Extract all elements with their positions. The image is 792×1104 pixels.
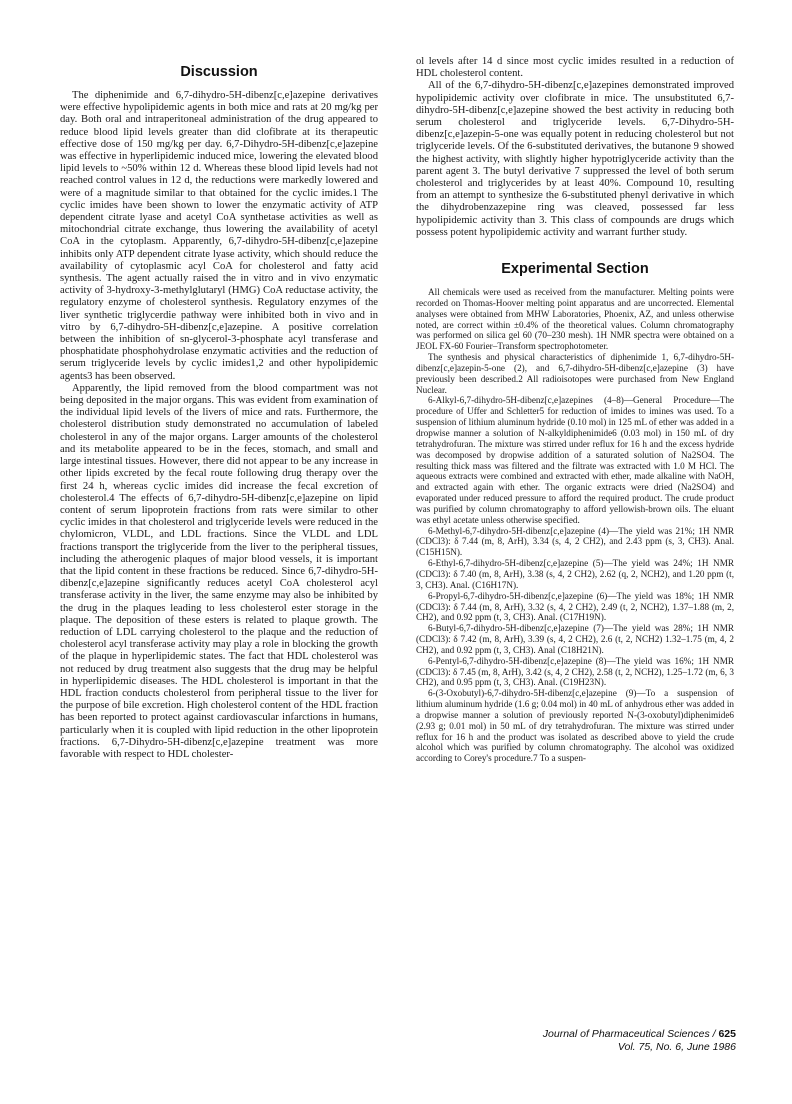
compound-5-entry: 6-Ethyl-6,7-dihydro-5H-dibenz[c,e]azepine (5)—The yield was 24%; 1H NMR (CDCl3): δ 7.40 (m, 8, ArH), 3.38 (s, 4, 2 CH2), 2.62 (q, 2, NCH2), and 1.20 ppm (t, 3, CH3). Anal. (C16H17N). xyxy=(416,558,734,590)
page-number: 625 xyxy=(718,1028,736,1040)
discussion-paragraph-1: The diphenimide and 6,7-dihydro-5H-dibenz[c,e]azepine derivatives were effective hypolipidemic agents in both mice and rats at 20 mg/kg per day. Both oral and intraperitoneal administration of the drug appeared to reduce blood lipid levels greater than did clofibrate at its therapeutic effective dose of 150 mg/kg per day. 6,7-Dihydro-5H-dibenz[c,e]azepine was effective in hyperlipidemic induced mice, lowering the elevated blood lipid levels to ~50% within 12 d. Whereas these blood lipid levels had not reached control values in 12 d, the reductions were markedly lowered and were of a magnitude similar to that obtained for the cyclic imides.1 The cyclic imides have been shown to lower the enzymatic activity of ATP dependent citrate lyase and acetyl CoA synthetase activities as well as mitochondrial citrate exchange, thus lowering the availability of acetyl CoA in the cytoplasm. Apparently, 6,7-dihydro-5H-dibenz[c,e]azepine inhibits only ATP dependent citrate lyase activity, which should reduce the availability of cytoplasmic acyl CoA for cholesterol and fatty acid synthesis. The agent actually raised the in vitro and in vivo enzymatic activity of 3-hydroxy-3-methylglutaryl (HMG) CoA reductase activity, the regulatory enzyme of cholesterol synthesis. Regulatory enzymes of the liver synthetic triglycerdie pathway were inhibited both in vivo and in vitro by 6,7-dihydro-5H-dibenz[c,e]azepine. A positive correlation between the inhibition of sn-glycerol-3-phosphate acyl transferase and phosphatidate phosphohydrolase enzymatic activities and the reduction of serum triglyceride levels by cyclic imides1,2 and other hypolipidemic agents3 has been observed. xyxy=(60,90,378,382)
discussion-heading: Discussion xyxy=(180,64,258,80)
discussion-paragraph-2: Apparently, the lipid removed from the blood compartment was not being deposited in the major organs. This was evident from examination of the individual lipid levels of the livers of mice and rats. Furthermore, the cholesterol distribution study demonstrated no accumulation of labeled cholesterol in any of the major organs. Larger amounts of the cholesterol and its metabolite appeared to be in the feces, stomach, and small and large intestinal tissues. However, there did not appear to be any increase in other lipids excreted by the fecal route following drug therapy over the first 24 h, whereas cyclic imides did increase the fecal excretion of cholesterol.4 The effects of 6,7-dihydro-5H-dibenz[c,e]azepine on lipid content of serum lipoprotein fractions from rats were similar to other cyclic imides in that cholesterol and triglyceride levels were reduced in the chylomicron, VLDL, and LDL fractions. Since the VLDL and LDL fractions transport the triglyceride from the liver to the peripheral tissues, including the atherogenic plaques of major blood vessels, it is important that the lipid content in these fractions be reduced. Since 6,7-dihydro-5H-dibenz[c,e]azepine significantly reduces acetyl CoA cholesterol acyl transferase activity in the liver, the same enzyme may also be inhibited by the drug in the plaques leading to less cholesterol ester storage in the plaque. The deposition of these esters is related to plaque growth. The reduction of LDL carrying cholesterol to the plaque and the reduction of cholesterol acyl transferase activity may play a role in blocking the growth of the plaque in hyperlipidemic states. The fact that HDL cholesterol was not reduced by drug treatment also suggests that the drug may be helpful in hyperlipidemic diseases. The HDL cholesterol is important in that the HDL fraction conducts cholesterol from peripheral tissue to the liver for the purpose of bile excretion. High cholesterol content of the HDL fraction has been reported to protect against cardiovascular infarctions in humans, particularly when it is coupled with lipid reduction in the other lipoprotein fractions. 6,7-Dihydro-5H-dibenz[c,e]azepine treatment was more favorable with respect to HDL cholester- xyxy=(60,382,378,760)
volume-line: Vol. 75, No. 6, June 1986 xyxy=(617,1041,736,1053)
section-spacer xyxy=(416,239,734,253)
right-column xyxy=(416,56,734,764)
compound-8-entry: 6-Pentyl-6,7-dihydro-5H-dibenz[c,e]azepine (8)—The yield was 16%; 1H NMR (CDCl3): δ 7.45 (m, 8, ArH), 3.42 (s, 4, 2 CH2), 2.58 (t, 2, NCH2), 1.25–1.72 (m, 6, 3 CH2), and 0.95 ppm (t, 3, CH3). Anal. (C19H23N). xyxy=(416,655,734,688)
experimental-paragraph-general: All chemicals were used as received from the manufacturer. Melting points were recorded on Thomas-Hoover melting point apparatus and are uncorrected. Elemental analyses were obtained from MHW Laboratories, Phoenix, AZ, and unless otherwise noted, are correct within ±0.4% of the theoretical values. Column chromatography was performed on silica gel 60 (70–230 mesh). 1H NMR spectra were obtained on a JEOL FX-60 Fourier–Transform spectrophotometer. xyxy=(416,287,734,352)
compound-6-entry: 6-Propyl-6,7-dihydro-5H-dibenz[c,e]azepine (6)—The yield was 18%; 1H NMR (CDCl3): δ 7.44 (m, 8, ArH), 3.32 (s, 4, 2 CH2), 2.49 (t, 2, NCH2), 1.37–1.88 (m, 2, CH2), and 0.92 ppm (t, 3, CH3). Anal. (C17H19N). xyxy=(416,590,734,623)
journal-line xyxy=(543,1028,736,1041)
discussion-continuation: ol levels after 14 d since most cyclic imides resulted in a reduction of HDL cholesterol content. xyxy=(416,56,734,80)
page-footer xyxy=(543,1028,736,1054)
compound-7-entry: 6-Butyl-6,7-dihydro-5H-dibenz[c,e]azepine (7)—The yield was 28%; 1H NMR (CDCl3): δ 7.42 (m, 8, ArH), 3.39 (s, 4, 2 CH2), 2.6 (t, 2, NCH2) 1.32–1.75 (m, 4, 2 CH2), and 0.92 ppm (t, 3, CH3). Anal (C18H21N). xyxy=(416,623,734,655)
experimental-paragraph-alkyl-procedure: 6-Alkyl-6,7-dihydro-5H-dibenz[c,e]azepines (4–8)—General Procedure—The procedure of Uffer and Schletter5 for reduction of imides to imines was used. To a suspension of lithium aluminum hydride (0.10 mol) in 125 mL of ether was added in a dropwise manner a solution of N-alkyldiphenimide6 (0.03 mol) in 150 mL of dry tetrahydrofuran. The mixture was stirred under reflux for 16 h and the excess hydride was decomposed by dropwise addition of a saturated solution of Na2SO4. The resulting thick mass was filtered and the filtrate was extracted with 1.0 M HCl. The aqueous extracts were combined and extracted with ether, made alkaline with NaOH, and extracted again with ether. The organic extracts were dried (Na2SO4) and evaporated under reduced pressure to afford the required product. The crude product was purified by column chromatography to afford yellowish-brown oils. The eluant was ethyl acetate unless otherwise specified. xyxy=(416,395,734,525)
experimental-paragraph-synthesis: The synthesis and physical characteristics of diphenimide 1, 6,7-dihydro-5H-dibenz[c,e]azepin-5-one (2), and 6,7-dihydro-5H-dibenz[c,e]azepine (3) have previously been described.2 All radioisotopes were purchased from New England Nuclear. xyxy=(416,352,734,395)
compound-4-entry: 6-Methyl-6,7-dihydro-5H-dibenz[c,e]azepine (4)—The yield was 21%; 1H NMR (CDCl3): δ 7.44 (m, 8, ArH), 3.34 (s, 4, 2 CH2), and 2.43 ppm (s, 3, CH3). Anal. (C15H15N). xyxy=(416,525,734,558)
discussion-paragraph-3: All of the 6,7-dihydro-5H-dibenz[c,e]azepines demonstrated improved hypolipidemic activity over clofibrate in mice. The unsubstituted 6,7-dihydro-5H-dibenz[c,e]azepine showed the best activity in reducing both serum cholesterol and triglyceride levels. 6,7-Dihydro-5H-dibenz[c,e]azepin-5-one was equally potent in reducing cholesterol but not triglyceride levels. Of the 6-substituted derivatives, the butanone 9 showed the highest activity, with slightly higher hypotriglyceride activity than the parent agent 3. The butyl derivative 7 suppressed the level of both serum cholesterol and triglycerides by at least 40%. Compound 10, resulting from an attempt to synthesize the 6-substituted phenyl derivative in which the dihydrobenzazepine ring was cleaved, possessed far less hypolipidemic activity than 3. This class of compounds are drugs which possess potent hypolipidemic activity and warrant further study. xyxy=(416,80,734,238)
left-column xyxy=(60,56,378,761)
compound-9-entry: 6-(3-Oxobutyl)-6,7-dihydro-5H-dibenz[c,e]azepine (9)—To a suspension of lithium aluminum hydride (1.6 g; 0.04 mol) in 40 mL of anhydrous ether was added in a dropwise manner a solution of previously reported N-(3-oxobutyl)diphenimide6 (2.93 g; 0.01 mol) in 50 mL of dry tetrahydrofuran. The mixture was stirred under reflux for 16 h and the product was isolated as described above to yield the crude alcohol which was purified by column chromatography. The alcohol was oxidized according to Corey's procedure.7 To a suspen- xyxy=(416,688,734,764)
experimental-heading: Experimental Section xyxy=(501,261,649,278)
journal-name: Journal of Pharmaceutical Sciences / xyxy=(542,1028,716,1040)
